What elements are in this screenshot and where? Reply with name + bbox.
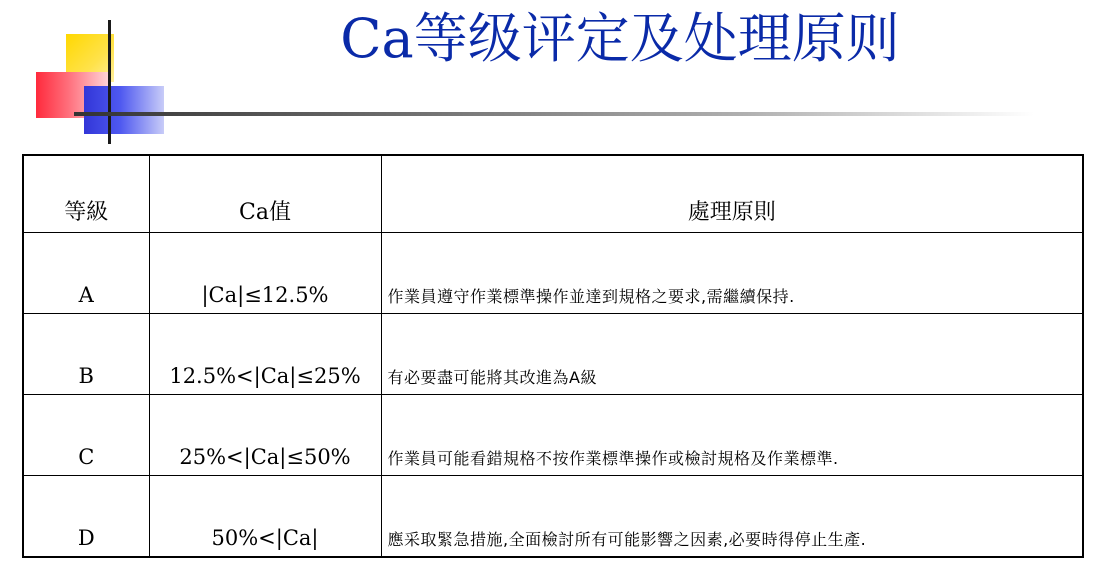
title-underline	[74, 112, 1034, 116]
rule-cell: 有必要盡可能將其改進為A級	[381, 314, 1083, 395]
ca-value-cell: 25%<|Ca|≤50%	[149, 395, 381, 476]
table-row	[23, 395, 1083, 476]
grade-cell: A	[23, 233, 149, 314]
ca-value-cell: 12.5%<|Ca|≤25%	[149, 314, 381, 395]
rule-cell: 應采取緊急措施,全面檢討所有可能影響之因素,必要時得停止生產.	[381, 476, 1083, 558]
table-row	[23, 233, 1083, 314]
ca-grade-table	[22, 154, 1084, 558]
rule-cell: 作業員遵守作業標準操作並達到規格之要求,需繼續保持.	[381, 233, 1083, 314]
table-row	[23, 476, 1083, 558]
header-rule: 處理原則	[381, 155, 1083, 233]
table-row	[23, 314, 1083, 395]
ca-value-cell: 50%<|Ca|	[149, 476, 381, 558]
vertical-rule	[108, 20, 111, 144]
slide-title: Ca等级评定及处理原则	[340, 7, 900, 70]
grade-cell: C	[23, 395, 149, 476]
ca-value-cell: |Ca|≤12.5%	[149, 233, 381, 314]
header-ca-value: Ca值	[149, 155, 381, 233]
header-grade: 等級	[23, 155, 149, 233]
table-header-row	[23, 155, 1083, 233]
blue-square-decoration	[84, 86, 164, 134]
grade-cell: D	[23, 476, 149, 558]
grade-cell: B	[23, 314, 149, 395]
rule-cell: 作業員可能看錯規格不按作業標準操作或檢討規格及作業標準.	[381, 395, 1083, 476]
